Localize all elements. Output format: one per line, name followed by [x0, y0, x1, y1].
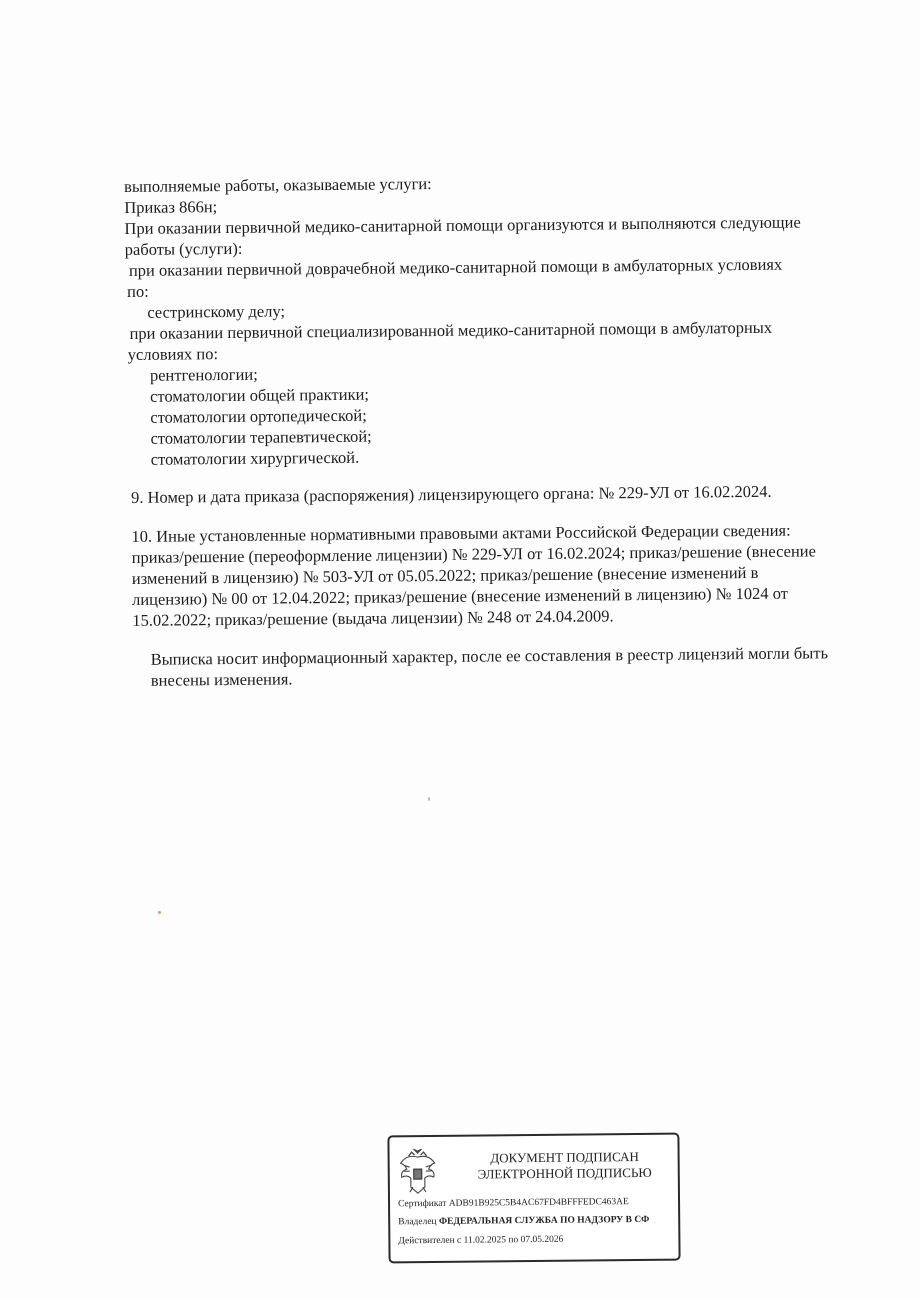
text-line: сестринскому делу; [147, 301, 286, 322]
owner-value: ФЕДЕРАЛЬНАЯ СЛУЖБА ПО НАДЗОРУ В СФ [438, 1214, 650, 1227]
owner-label: Владелец [398, 1216, 437, 1228]
text-line: При оказании первичной медико-санитарной помощи организуются и выполняются следующие [124, 212, 801, 238]
note-line: внесены изменения. [150, 669, 293, 690]
text-line: стоматологии общей практики; [150, 384, 370, 406]
text-line: при оказании первичной специализированной медико-санитарной помощи в амбулаторных [129, 317, 773, 343]
text-line: рентгенологии; [149, 364, 258, 385]
text-line: работы (услуги): [124, 238, 243, 259]
certificate-line [398, 1197, 629, 1209]
text-line: стоматологии ортопедической; [150, 405, 367, 427]
text-line: условиях по: [127, 344, 219, 364]
item-10-line: 10. Иные установленные нормативными правовыми актами Российской Федерации сведения: [131, 520, 791, 546]
document-body [124, 169, 879, 691]
item-10-line: лицензию) № 00 от 12.04.2022; приказ/решение (внесение изменений в лицензию) № 1024 от [131, 583, 789, 609]
validity-line: Действителен с 11.02.2025 по 07.05.2026 [398, 1234, 564, 1247]
coat-of-arms-icon [396, 1147, 440, 1197]
text-line: при оказании первичной доврачебной медико-санитарной помощи в амбулаторных условиях [128, 254, 783, 280]
text-line: стоматологии терапевтической; [150, 426, 372, 448]
note-line: Выписка носит информационный характер, после ее составления в реестр лицензий могли быть [150, 643, 829, 669]
item-10-line: изменений в лицензию) № 503-УЛ от 05.05.2022; приказ/решение (внесение изменений в [131, 562, 759, 588]
text-line: Приказ 866н; [124, 197, 218, 217]
owner-line [398, 1215, 649, 1227]
electronic-signature-stamp [387, 1133, 680, 1264]
certificate-value: ADB91B925C5B4AC67FD4BFFFEDC463AE [448, 1197, 629, 1209]
stamp-title [460, 1149, 670, 1183]
scan-speck [158, 911, 161, 914]
item-10-line: 15.02.2022; приказ/решение (выдача лицензии) № 248 от 24.04.2009. [132, 606, 614, 630]
item-9: 9. Номер и дата приказа (распоряжения) лицензирующего органа: № 229-УЛ от 16.02.2024. [130, 481, 772, 507]
stamp-title-line: ЭЛЕКТРОННОЙ ПОДПИСЬЮ [477, 1164, 652, 1182]
text-line: выполняемые работы, оказываемые услуги: [124, 174, 432, 196]
stamp-title-line: ДОКУМЕНТ ПОДПИСАН [490, 1148, 639, 1166]
scan-speck [428, 797, 430, 801]
item-10-line: приказ/решение (переоформление лицензии) № 229-УЛ от 16.02.2024; приказ/решение (внесение [131, 541, 816, 567]
text-line: по: [127, 281, 149, 301]
certificate-label: Сертификат [398, 1198, 447, 1210]
text-line: стоматологии хирургической. [150, 447, 360, 469]
